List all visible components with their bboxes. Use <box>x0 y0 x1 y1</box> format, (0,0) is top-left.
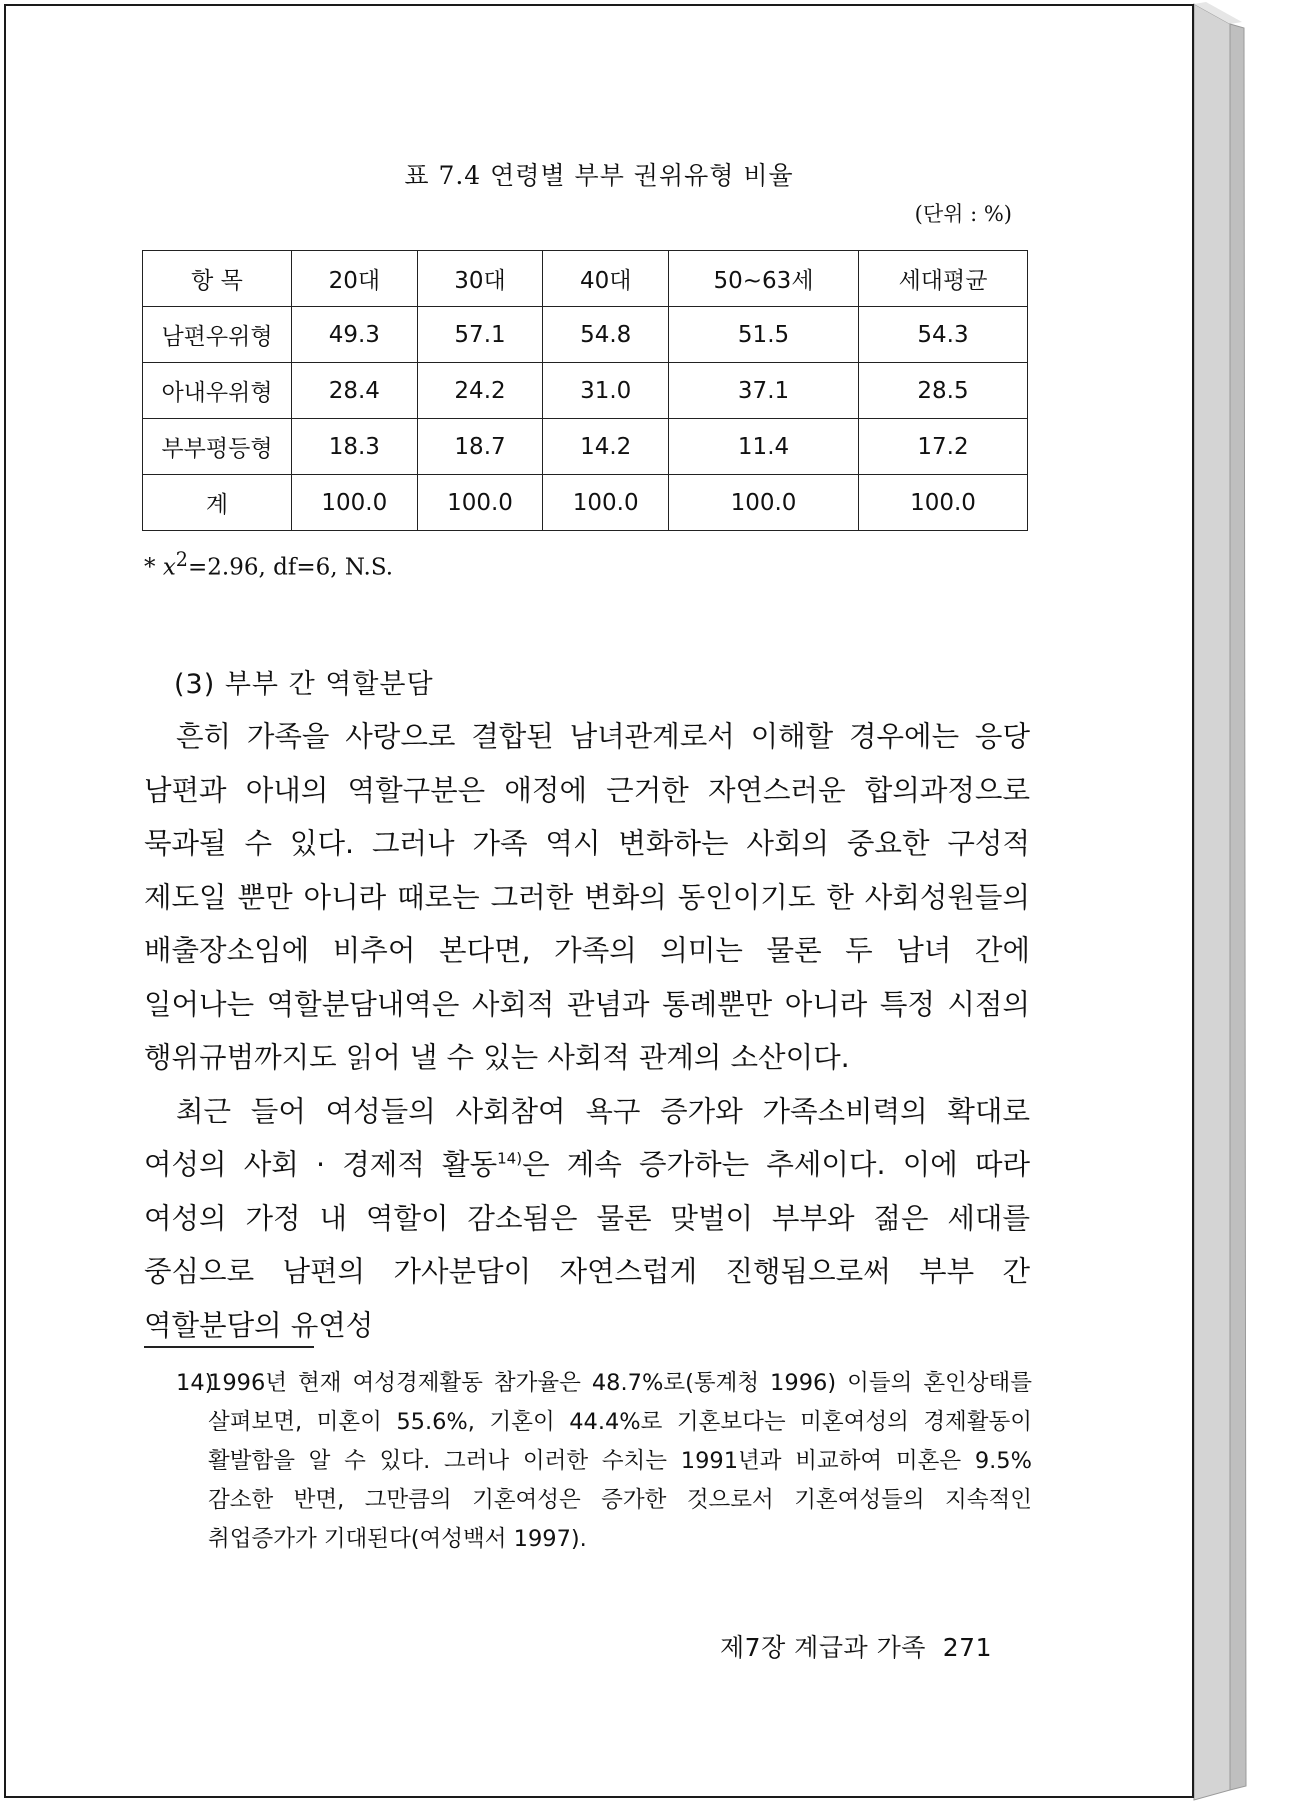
table-cell: 100.0 <box>669 475 859 531</box>
table-header-cell: 항 목 <box>143 251 292 307</box>
page-number: 271 <box>942 1633 992 1662</box>
table-row <box>143 363 1028 419</box>
section-heading: (3) 부부 간 역할분담 <box>174 669 434 700</box>
authority-type-table <box>142 250 1028 531</box>
table-cell: 100.0 <box>417 475 543 531</box>
table-cell: 49.3 <box>292 307 418 363</box>
table-cell: 아내우위형 <box>143 363 292 419</box>
paragraph-2 <box>144 1085 1030 1353</box>
table-header-cell: 20대 <box>292 251 418 307</box>
table-cell: 57.1 <box>417 307 543 363</box>
table-cell: 37.1 <box>669 363 859 419</box>
table-cell: 18.3 <box>292 419 418 475</box>
table-cell: 남편우위형 <box>143 307 292 363</box>
footnote-text: 1996년 현재 여성경제활동 참가율은 48.7%로(통계청 1996) 이들의 혼인상태를 살펴보면, 미혼이 55.6%, 기혼이 44.4%로 기혼보다는 미혼여성의 경제활동이 활발함을 알 수 있다. 그러나 이러한 수치는 1991년과 비교하여 미혼은 9.5% 감소한 반면, 그만큼의 기혼여성은 증가한 것으로서 기혼여성들의 지속적인 취업증가가 기대된다(여성백서 1997). <box>208 1370 1032 1552</box>
table-cell: 100.0 <box>859 475 1028 531</box>
table-cell: 14.2 <box>543 419 669 475</box>
table-cell: 100.0 <box>292 475 418 531</box>
page-footer <box>720 1628 992 1664</box>
table-cell: 18.7 <box>417 419 543 475</box>
table-statistic-note <box>144 548 393 581</box>
book-page <box>4 4 1194 1798</box>
note-prefix: * <box>144 554 163 581</box>
table-header-cell: 40대 <box>543 251 669 307</box>
note-variable: x <box>162 554 176 581</box>
table-row <box>143 419 1028 475</box>
table-cell: 24.2 <box>417 363 543 419</box>
table-cell: 11.4 <box>669 419 859 475</box>
footnote <box>176 1364 1032 1559</box>
note-superscript: 2 <box>175 548 188 571</box>
table-row <box>143 307 1028 363</box>
chapter-title: 제7장 계급과 가족 <box>720 1633 926 1662</box>
table-cell: 100.0 <box>543 475 669 531</box>
body-text <box>144 710 1030 1352</box>
table-cell: 54.3 <box>859 307 1028 363</box>
table-row <box>143 475 1028 531</box>
footnote-number: 14) <box>176 1370 214 1396</box>
table-header-cell: 50~63세 <box>669 251 859 307</box>
spine-face <box>1194 4 1230 1800</box>
table-cell: 54.8 <box>543 307 669 363</box>
paragraph-2-after: 은 계속 증가하는 추세이다. 이에 따라 여성의 가정 내 역할이 감소됨은 물론 맞벌이 부부와 젊은 세대를 중심으로 남편의 가사분담이 자연스럽게 진행됨으로써 부부 간 역할분담의 유연성 <box>144 1148 1031 1342</box>
footnote-ref[interactable]: 14) <box>497 1149 523 1168</box>
table-cell: 51.5 <box>669 307 859 363</box>
paragraph-2-before: 최근 들어 여성들의 사회참여 욕구 증가와 가족소비력의 확대로 여성의 사회 · 경제적 활동 <box>144 1094 1030 1181</box>
table-unit-note: (단위 : %) <box>914 202 1012 226</box>
table-cell: 17.2 <box>859 419 1028 475</box>
table-caption: 표 7.4 연령별 부부 권위유형 비율 <box>404 161 794 190</box>
footnote-divider <box>144 1346 314 1348</box>
table-cell: 31.0 <box>543 363 669 419</box>
note-rest: =2.96, df=6, N.S. <box>188 554 394 581</box>
table-cell: 28.5 <box>859 363 1028 419</box>
table-cell: 28.4 <box>292 363 418 419</box>
paragraph-1: 흔히 가족을 사랑으로 결합된 남녀관계로서 이해할 경우에는 응당 남편과 아내의 역할구분은 애정에 근거한 자연스러운 합의과정으로 묵과될 수 있다. 그러나 가족 역시 변화하는 사회의 중요한 구성적 제도일 뿐만 아니라 때로는 그러한 변화의 동인이기도 한 사회성원들의 배출장소임에 비추어 본다면, 가족의 의미는 물론 두 남녀 간에 일어나는 역할분담내역은 사회적 관념과 통례뿐만 아니라 특정 시점의 행위규범까지도 읽어 낼 수 있는 사회적 관계의 소산이다. <box>144 720 1030 1074</box>
table-header-cell: 30대 <box>417 251 543 307</box>
table-header-cell: 세대평균 <box>859 251 1028 307</box>
spine-edge <box>1230 24 1246 1790</box>
table-cell: 부부평등형 <box>143 419 292 475</box>
table-header-row <box>143 251 1028 307</box>
table-cell: 계 <box>143 475 292 531</box>
